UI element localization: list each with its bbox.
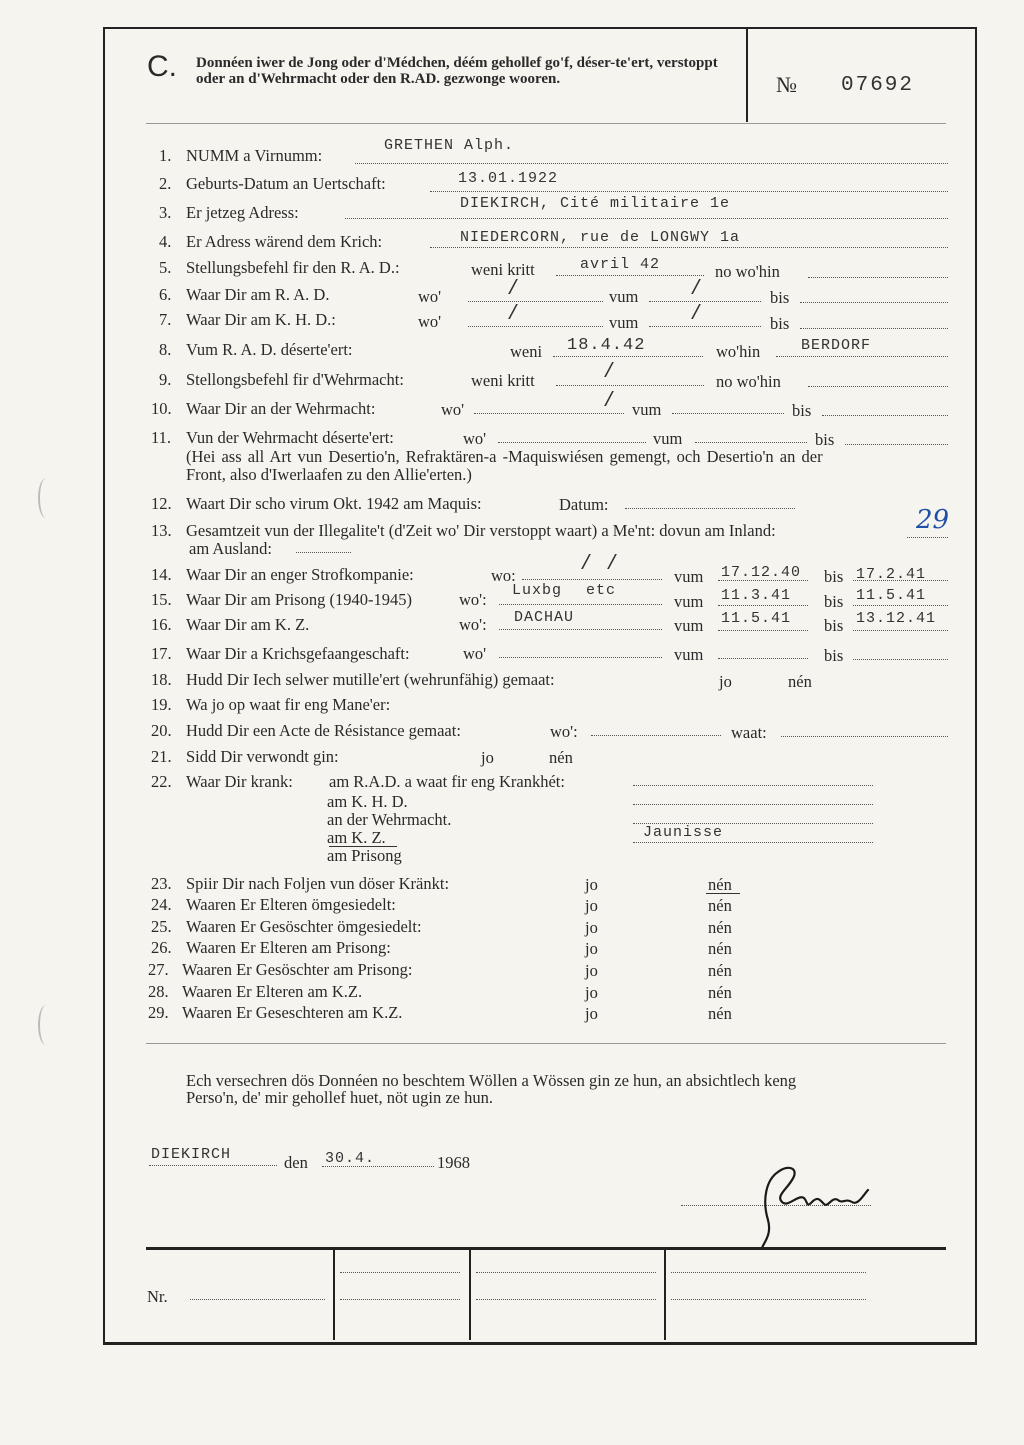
field-mark[interactable]: / xyxy=(690,278,704,301)
field-line xyxy=(340,1272,460,1273)
section-letter: C. xyxy=(147,50,177,83)
field-value-from[interactable]: 17.12.40 xyxy=(721,564,802,581)
field-value-birth[interactable]: 13.01.1922 xyxy=(458,170,559,187)
field-line xyxy=(695,442,807,443)
option-jo[interactable]: jo xyxy=(481,748,494,767)
field-note: Front, also d'Iwerlaafen zu den Allie'erten.) xyxy=(186,465,472,484)
field-label: no wo'hin xyxy=(715,262,780,281)
field-line xyxy=(671,1272,866,1273)
row-number: 6. xyxy=(159,285,172,304)
field-label: Gesamtzeit vun der Illegalite't (d'Zeit wo' Dir verstoppt waart) a Me'nt: dovun am Inland: xyxy=(186,521,776,540)
field-value-to[interactable]: 11.5.41 xyxy=(856,587,927,604)
field-line xyxy=(591,735,721,736)
row-number: 2. xyxy=(159,174,172,193)
field-label: Waaren Er Elteren am K.Z. xyxy=(182,982,363,1001)
footer-divider xyxy=(469,1249,471,1340)
field-line xyxy=(633,804,873,805)
field-label: wo' xyxy=(418,312,442,331)
field-label-birth: Geburts-Datum an Uertschaft: xyxy=(186,174,386,193)
field-mark[interactable]: / xyxy=(507,278,521,301)
field-label: Waaren Er Gesöschter am Prisong: xyxy=(182,960,413,979)
option-nen[interactable]: nén xyxy=(788,672,812,691)
field-line xyxy=(853,659,948,660)
field-label: vum xyxy=(609,313,639,332)
row-number: 3. xyxy=(159,203,172,222)
field-label: weni xyxy=(510,342,543,361)
field-line xyxy=(522,579,662,580)
field-value-name[interactable]: GRETHEN Alph. xyxy=(384,137,515,154)
field-mark[interactable]: / xyxy=(603,390,617,413)
row-number: 8. xyxy=(159,340,172,359)
field-label: bis xyxy=(824,592,844,611)
field-line xyxy=(718,630,808,631)
row-number: 25. xyxy=(151,917,172,936)
field-label: bis xyxy=(792,401,812,420)
field-line xyxy=(800,328,948,329)
row-number: 7. xyxy=(159,310,172,329)
field-value-prison[interactable]: Luxbg etc xyxy=(512,582,617,599)
row-number: 23. xyxy=(151,874,172,893)
field-label: am Ausland: xyxy=(189,539,272,558)
field-label: Waar Dir an der Wehrmacht: xyxy=(186,399,376,418)
field-value-address[interactable]: DIEKIRCH, Cité militaire 1e xyxy=(460,195,731,212)
field-line xyxy=(476,1299,656,1300)
field-mark[interactable]: / xyxy=(603,361,617,384)
field-label: Waar Dir am Prisong (1940-1945) xyxy=(186,590,412,609)
option-jo[interactable]: jo xyxy=(585,918,598,937)
row-number: 26. xyxy=(151,938,172,957)
field-label: Waar Dir a Krichsgefaangeschaft: xyxy=(186,644,410,663)
option-nen[interactable]: nén xyxy=(549,748,573,767)
field-label: Waaren Er Gesöschter ömgesiedelt: xyxy=(186,917,422,936)
row-number: 4. xyxy=(159,232,172,251)
field-mark[interactable]: / xyxy=(690,303,704,326)
footer-divider xyxy=(664,1249,666,1340)
field-label: bis xyxy=(824,646,844,665)
field-line xyxy=(499,629,662,630)
field-label: Waar Dir an enger Strofkompanie: xyxy=(186,565,414,584)
row-number: 16. xyxy=(151,615,172,634)
field-label: weni kritt xyxy=(471,371,535,390)
row-number: 29. xyxy=(148,1003,169,1022)
footer-rule xyxy=(146,1247,946,1250)
row-number: 14. xyxy=(151,565,172,584)
row-number: 17. xyxy=(151,644,172,663)
field-label: wo'hin xyxy=(716,342,761,361)
field-label: bis xyxy=(815,430,835,449)
option-nen[interactable]: nén xyxy=(708,983,732,1002)
punch-hole xyxy=(38,1005,54,1045)
field-value-desert-place[interactable]: BERDORF xyxy=(801,337,872,354)
field-value-to[interactable]: 17.2.41 xyxy=(856,566,927,583)
number-symbol: № xyxy=(776,72,799,97)
field-label: den xyxy=(284,1153,308,1172)
field-line xyxy=(649,301,761,302)
field-label: vum xyxy=(674,592,704,611)
field-value-camp[interactable]: DACHAU xyxy=(514,609,575,626)
field-line xyxy=(149,1165,277,1166)
row-number: 15. xyxy=(151,590,172,609)
field-line xyxy=(556,275,704,276)
option-nen[interactable]: nén xyxy=(708,875,732,894)
field-line xyxy=(556,385,704,386)
illness-option-khd[interactable]: am K. H. D. xyxy=(327,792,408,811)
footer-nr-label: Nr. xyxy=(147,1287,168,1306)
option-nen[interactable]: nén xyxy=(708,961,732,980)
field-label: waat: xyxy=(731,723,767,742)
field-value-rad-date[interactable]: avril 42 xyxy=(580,256,661,273)
field-line xyxy=(476,1272,656,1273)
field-value-to[interactable]: 13.12.41 xyxy=(856,610,937,627)
option-jo[interactable]: jo xyxy=(719,672,732,691)
illness-option-prison[interactable]: am Prisong xyxy=(327,846,402,865)
row-number: 22. xyxy=(151,772,172,791)
field-line xyxy=(498,442,646,443)
illness-option-rad[interactable]: am R.A.D. a waat fir eng Krankhét: xyxy=(329,772,565,791)
field-label: no wo'hin xyxy=(716,372,781,391)
field-line xyxy=(468,326,603,327)
field-line xyxy=(190,1299,325,1300)
field-label: Spiir Dir nach Foljen vun döser Kränkt: xyxy=(186,874,450,893)
field-line xyxy=(633,785,873,786)
field-value-from[interactable]: 11.5.41 xyxy=(721,610,792,627)
field-line xyxy=(822,415,948,416)
field-label: bis xyxy=(824,616,844,635)
signature xyxy=(748,1150,873,1250)
field-line xyxy=(296,552,351,553)
field-label: Vun der Wehrmacht déserte'ert: xyxy=(186,428,394,447)
field-value-war-address[interactable]: NIEDERCORN, rue de LONGWY 1a xyxy=(460,229,741,246)
option-jo[interactable]: jo xyxy=(585,939,598,958)
field-label-war-address: Er Adress wärend dem Krich: xyxy=(186,232,383,251)
header-title: Donnéen iwer de Jong oder d'Médchen, déém gehollef go'f, déser-te'ert, verstoppt oder an d'Wehrmacht oder den R.AD. gezwonge wooren. xyxy=(196,55,718,87)
field-label: Waar Dir am K. H. D.: xyxy=(186,310,336,329)
field-line xyxy=(553,356,703,357)
declaration-text: Perso'n, de' mir gehollef huet, nöt ugin ze hun. xyxy=(186,1088,494,1107)
field-label: vum xyxy=(632,400,662,419)
field-label: Wa jo op waat fir eng Mane'er: xyxy=(186,695,391,714)
field-label: bis xyxy=(770,314,790,333)
declaration-text: Ech versechren dös Donnéen no beschtem Wöllen a Wössen gin ze hun, an absichtlech keng xyxy=(186,1071,797,1090)
field-line xyxy=(633,842,873,843)
field-line xyxy=(800,302,948,303)
row-number: 11. xyxy=(151,428,172,447)
signoff-year: 1968 xyxy=(437,1153,470,1172)
illness-option-kz[interactable]: am K. Z. xyxy=(327,828,386,847)
underline-mark xyxy=(706,893,740,894)
field-value-from[interactable]: 11.3.41 xyxy=(721,587,792,604)
option-jo[interactable]: jo xyxy=(585,896,598,915)
header-rule xyxy=(146,123,946,124)
field-label-name: NUMM a Virnumm: xyxy=(186,146,323,165)
field-label: Stellungsbefehl fir den R. A. D.: xyxy=(186,258,400,277)
field-value-months-inland[interactable]: 29 xyxy=(916,505,950,535)
field-line xyxy=(853,630,948,631)
option-jo[interactable]: jo xyxy=(585,983,598,1002)
field-label: vum xyxy=(674,616,704,635)
row-number: 18. xyxy=(151,670,172,689)
field-label: wo: xyxy=(491,566,516,585)
header-divider xyxy=(746,27,748,122)
field-note: (Hei ass all Art vun Desertio'n, Refraktären-a -Maquiswiésen gemengt, och Desertio'n an der xyxy=(186,447,823,466)
option-jo[interactable]: jo xyxy=(585,961,598,980)
field-label: Waaren Er Elteren ömgesiedelt: xyxy=(186,895,396,914)
field-line xyxy=(672,413,784,414)
field-label: Waaren Er Elteren am Prisong: xyxy=(186,938,391,957)
row-number: 1. xyxy=(159,146,172,165)
row-number: 9. xyxy=(159,370,172,389)
field-label: Stellongsbefehl fir d'Wehrmacht: xyxy=(186,370,404,389)
field-label: Waaren Er Geseschteren am K.Z. xyxy=(182,1003,403,1022)
field-label: Waar Dir am K. Z. xyxy=(186,615,310,634)
signoff-date[interactable]: 30.4. xyxy=(325,1150,376,1167)
field-line xyxy=(853,605,948,606)
option-nen[interactable]: nén xyxy=(708,1004,732,1023)
field-value-desert-date[interactable]: 18.4.42 xyxy=(567,336,646,355)
field-line xyxy=(907,537,948,538)
field-mark[interactable]: / xyxy=(507,303,521,326)
field-line xyxy=(499,604,662,605)
row-number: 27. xyxy=(148,960,169,979)
footer-divider xyxy=(333,1249,335,1340)
field-label: vum xyxy=(674,645,704,664)
field-line xyxy=(340,1299,460,1300)
field-line xyxy=(474,413,624,414)
field-label: weni kritt xyxy=(471,260,535,279)
field-label: Waar Dir am R. A. D. xyxy=(186,285,330,304)
field-label: Sidd Dir verwondt gin: xyxy=(186,747,339,766)
field-line xyxy=(468,301,603,302)
field-label: wo' xyxy=(463,644,487,663)
field-line xyxy=(671,1299,866,1300)
field-line xyxy=(808,277,948,278)
field-line xyxy=(499,657,662,658)
illness-option-wehrmacht[interactable]: an der Wehrmacht. xyxy=(327,810,452,829)
field-label: wo': xyxy=(459,590,487,609)
row-number: 20. xyxy=(151,721,172,740)
field-line xyxy=(430,247,948,248)
field-label: wo' xyxy=(463,429,487,448)
option-jo[interactable]: jo xyxy=(585,1004,598,1023)
signoff-place[interactable]: DIEKIRCH xyxy=(151,1146,232,1163)
field-label: wo': xyxy=(550,722,578,741)
field-line xyxy=(781,736,948,737)
field-line xyxy=(345,218,948,219)
option-nen[interactable]: nén xyxy=(708,939,732,958)
field-label: vum xyxy=(609,287,639,306)
option-nen[interactable]: nén xyxy=(708,896,732,915)
option-nen[interactable]: nén xyxy=(708,918,732,937)
field-line xyxy=(718,658,808,659)
field-line xyxy=(808,386,948,387)
field-line xyxy=(776,356,948,357)
field-line xyxy=(355,163,948,164)
row-number: 28. xyxy=(148,982,169,1001)
field-line xyxy=(718,605,808,606)
row-number: 12. xyxy=(151,494,172,513)
field-value-illness[interactable]: Jaunisse xyxy=(643,824,724,841)
field-label: wo' xyxy=(441,400,465,419)
punch-hole xyxy=(38,478,54,518)
field-label: bis xyxy=(824,567,844,586)
row-number: 21. xyxy=(151,747,172,766)
field-label: vum xyxy=(653,429,683,448)
row-number: 24. xyxy=(151,895,172,914)
field-label: vum xyxy=(674,567,704,586)
field-label: Vum R. A. D. déserte'ert: xyxy=(186,340,353,359)
field-line xyxy=(430,191,948,192)
row-number: 19. xyxy=(151,695,172,714)
row-number: 13. xyxy=(151,521,172,540)
row-number: 5. xyxy=(159,258,172,277)
field-label-address: Er jetzeg Adress: xyxy=(186,203,299,222)
field-label: wo': xyxy=(459,615,487,634)
section-rule xyxy=(146,1043,946,1044)
field-label: Waar Dir krank: xyxy=(186,772,293,791)
field-label: Waart Dir scho virum Okt. 1942 am Maquis: xyxy=(186,494,482,513)
field-label: Hudd Dir Iech selwer mutille'ert (wehrunfähig) gemaat: xyxy=(186,670,555,689)
field-label: Hudd Dir een Acte de Résistance gemaat: xyxy=(186,721,461,740)
field-label: bis xyxy=(770,288,790,307)
field-label: Datum: xyxy=(559,495,609,514)
row-number: 10. xyxy=(151,399,172,418)
option-jo[interactable]: jo xyxy=(585,875,598,894)
field-line xyxy=(625,508,795,509)
field-line xyxy=(845,444,948,445)
field-label: wo' xyxy=(418,287,442,306)
form-number: 07692 xyxy=(841,74,915,97)
field-mark[interactable]: / / xyxy=(580,553,620,576)
field-line xyxy=(649,326,761,327)
